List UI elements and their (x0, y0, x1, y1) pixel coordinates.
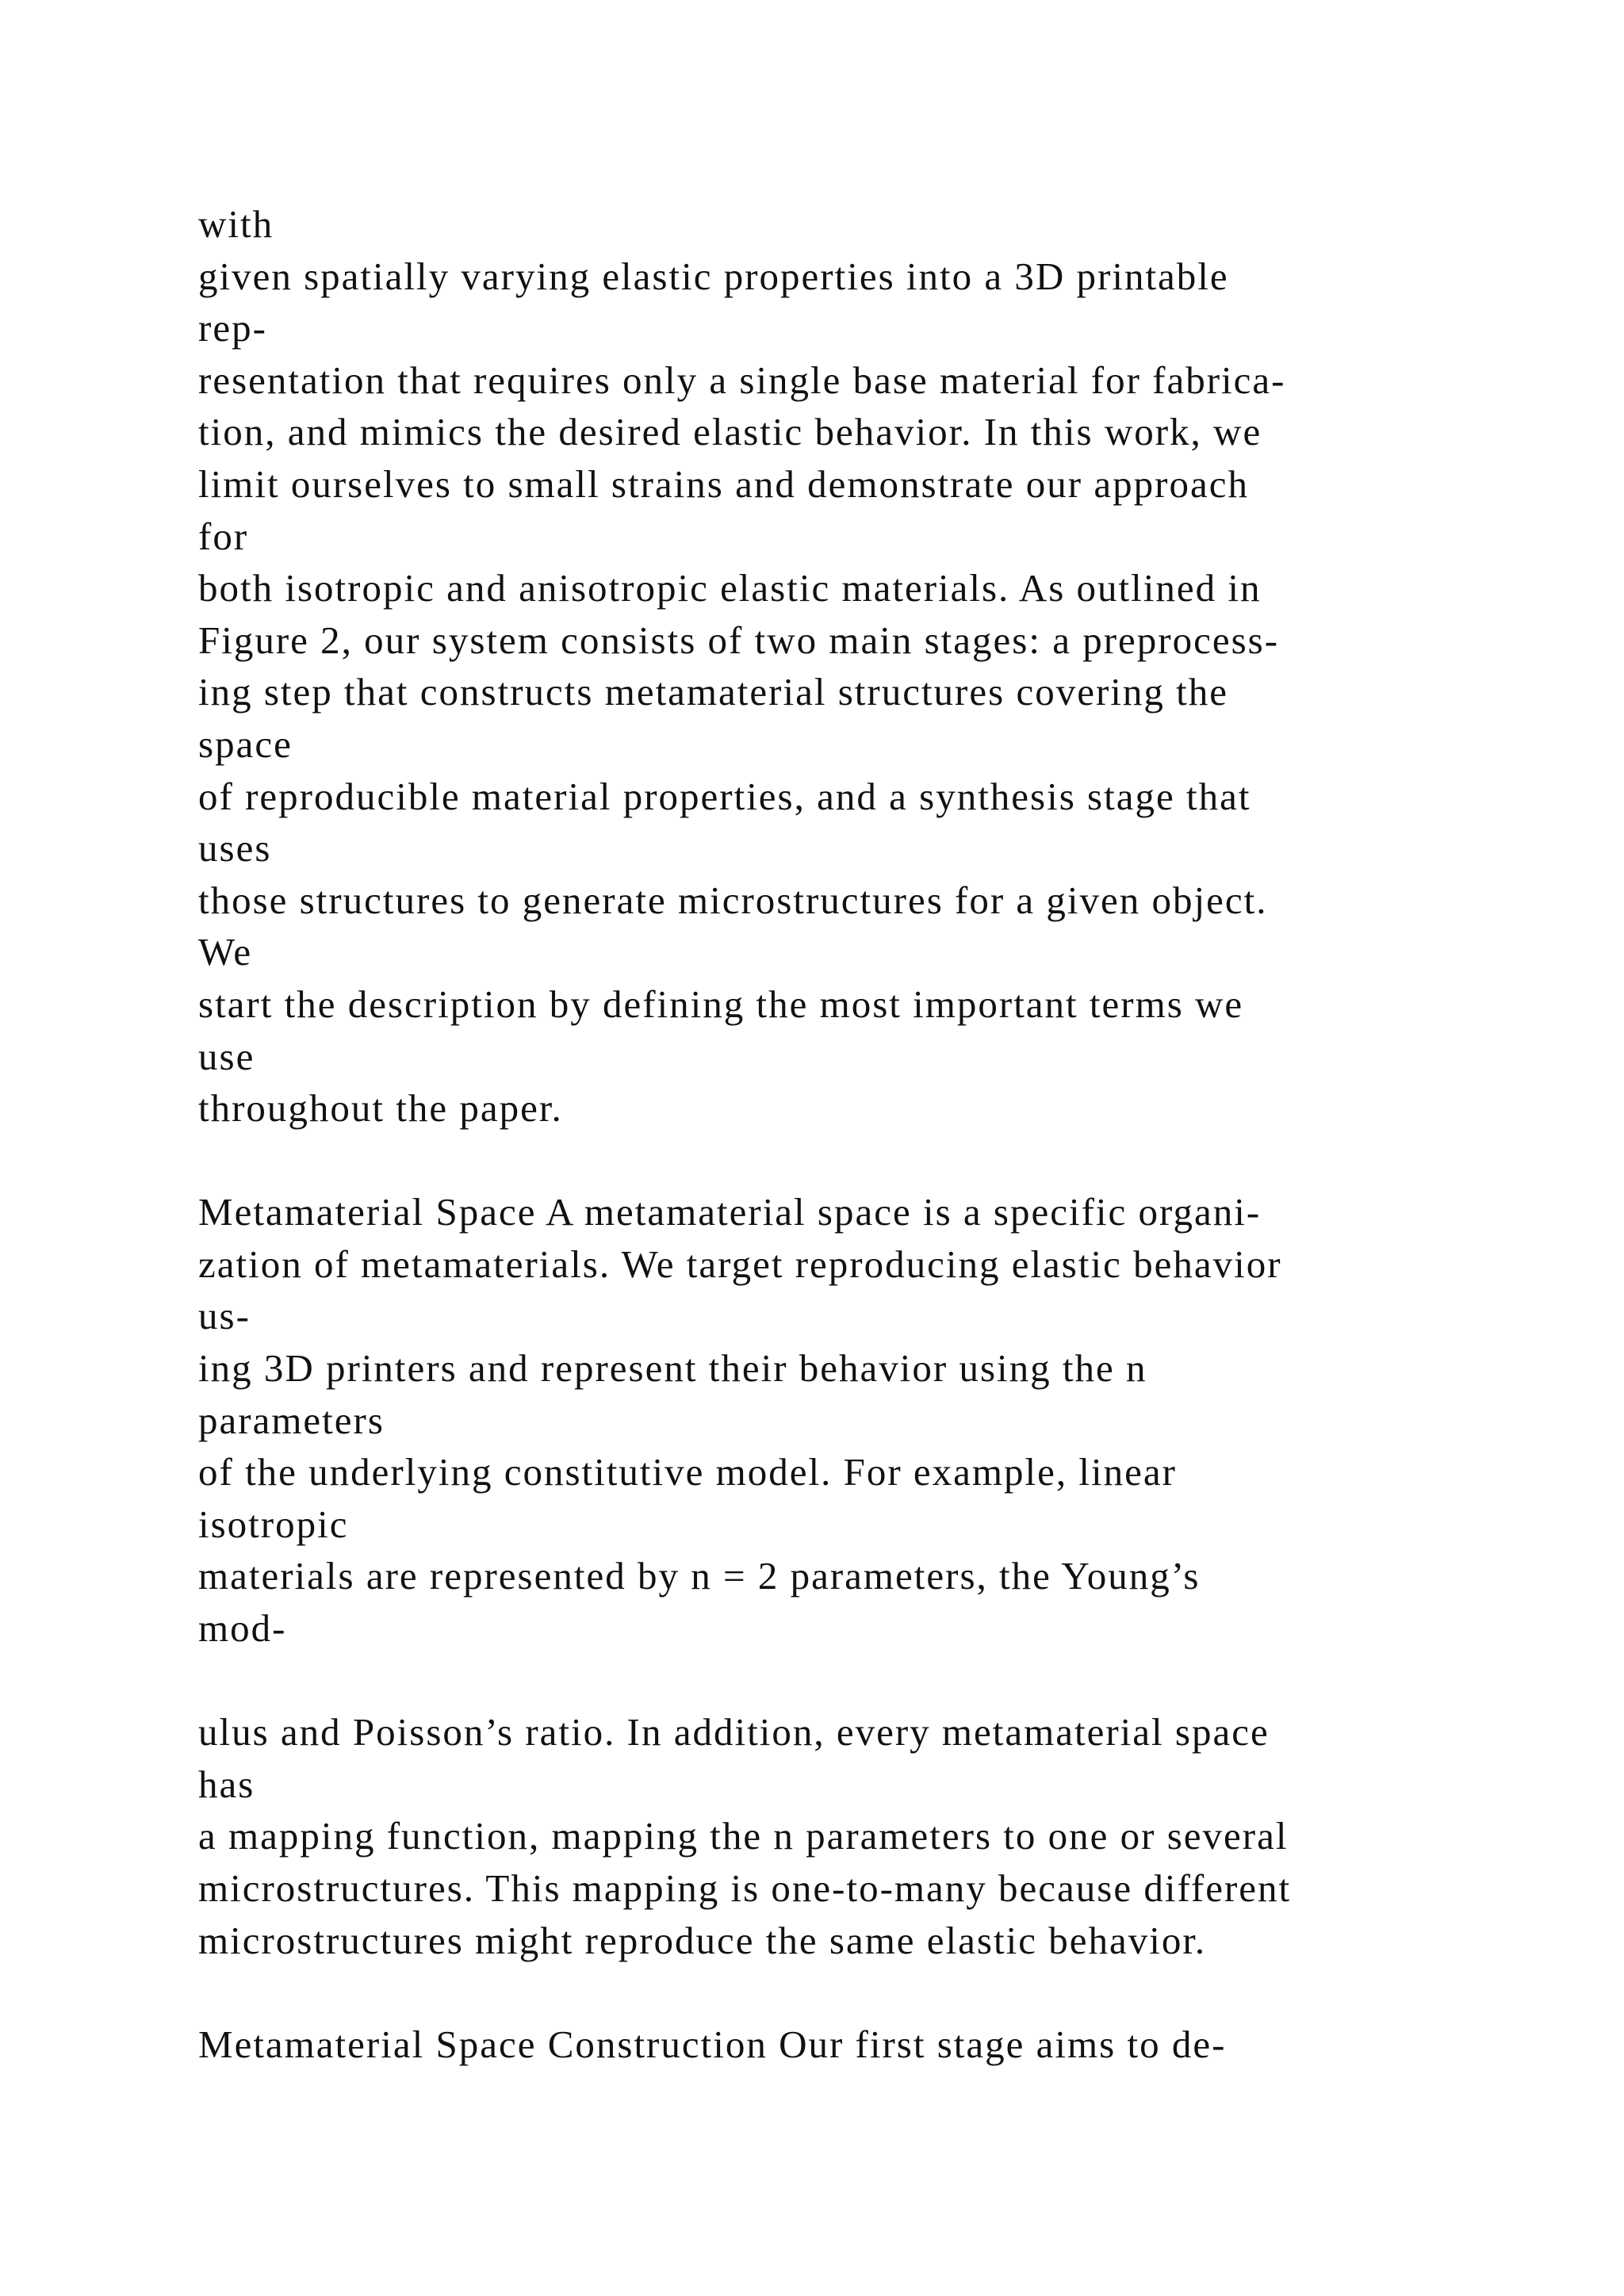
text-line: use (198, 1034, 255, 1078)
text-line: limit ourselves to small strains and demonstrate our approach (198, 461, 1249, 506)
text-line: ing step that constructs metamaterial structures covering the (198, 670, 1228, 714)
text-line: isotropic (198, 1502, 349, 1546)
text-line: uses (198, 826, 272, 871)
text-line: of reproducible material properties, and a synthesis stage that (198, 774, 1251, 818)
paragraph-gap (198, 1135, 1467, 1187)
text-line: given spatially varying elastic properties into a 3D printable (198, 254, 1229, 298)
text-line: ing 3D printers and represent their behavior using the n (198, 1346, 1147, 1391)
text-line: microstructures might reproduce the same elastic behavior. (198, 1918, 1207, 1962)
text-line: rep- (198, 306, 267, 350)
text-line: Figure 2, our system consists of two main stages: a preprocess- (198, 618, 1280, 662)
text-line: mod- (198, 1606, 287, 1651)
text-line: microstructures. This mapping is one-to-many because different (198, 1866, 1292, 1910)
text-line: Metamaterial Space A metamaterial space is a specific organi- (198, 1190, 1262, 1234)
text-line: Metamaterial Space Construction Our first stage aims to de- (198, 2022, 1227, 2066)
text-line: We (198, 930, 253, 974)
text-line: tion, and mimics the desired elastic behavior. In this work, we (198, 410, 1262, 454)
text-line: start the description by defining the most important terms we (198, 982, 1244, 1026)
text-line: zation of metamaterials. We target reproducing elastic behavior (198, 1242, 1282, 1286)
text-line: those structures to generate microstructures for a given object. (198, 878, 1268, 922)
text-line: both isotropic and anisotropic elastic materials. As outlined in (198, 566, 1262, 610)
text-line: space (198, 721, 293, 766)
text-line: resentation that requires only a single base material for fabrica- (198, 358, 1286, 402)
text-line: with (198, 202, 274, 246)
text-line: us- (198, 1294, 251, 1338)
text-line: throughout the paper. (198, 1086, 563, 1131)
text-line: parameters (198, 1398, 385, 1442)
text-line: materials are represented by n = 2 parameters, the Young’s (198, 1554, 1201, 1598)
paragraph-gap (198, 1655, 1467, 1707)
text-line: of the underlying constitutive model. For example, linear (198, 1450, 1177, 1494)
text-line: ulus and Poisson’s ratio. In addition, every metamaterial space (198, 1710, 1270, 1755)
body-text (198, 198, 1467, 2070)
text-line: for (198, 514, 249, 558)
text-line: has (198, 1762, 255, 1806)
paragraph-gap (198, 1966, 1467, 2019)
text-line: a mapping function, mapping the n parameters to one or several (198, 1814, 1289, 1858)
